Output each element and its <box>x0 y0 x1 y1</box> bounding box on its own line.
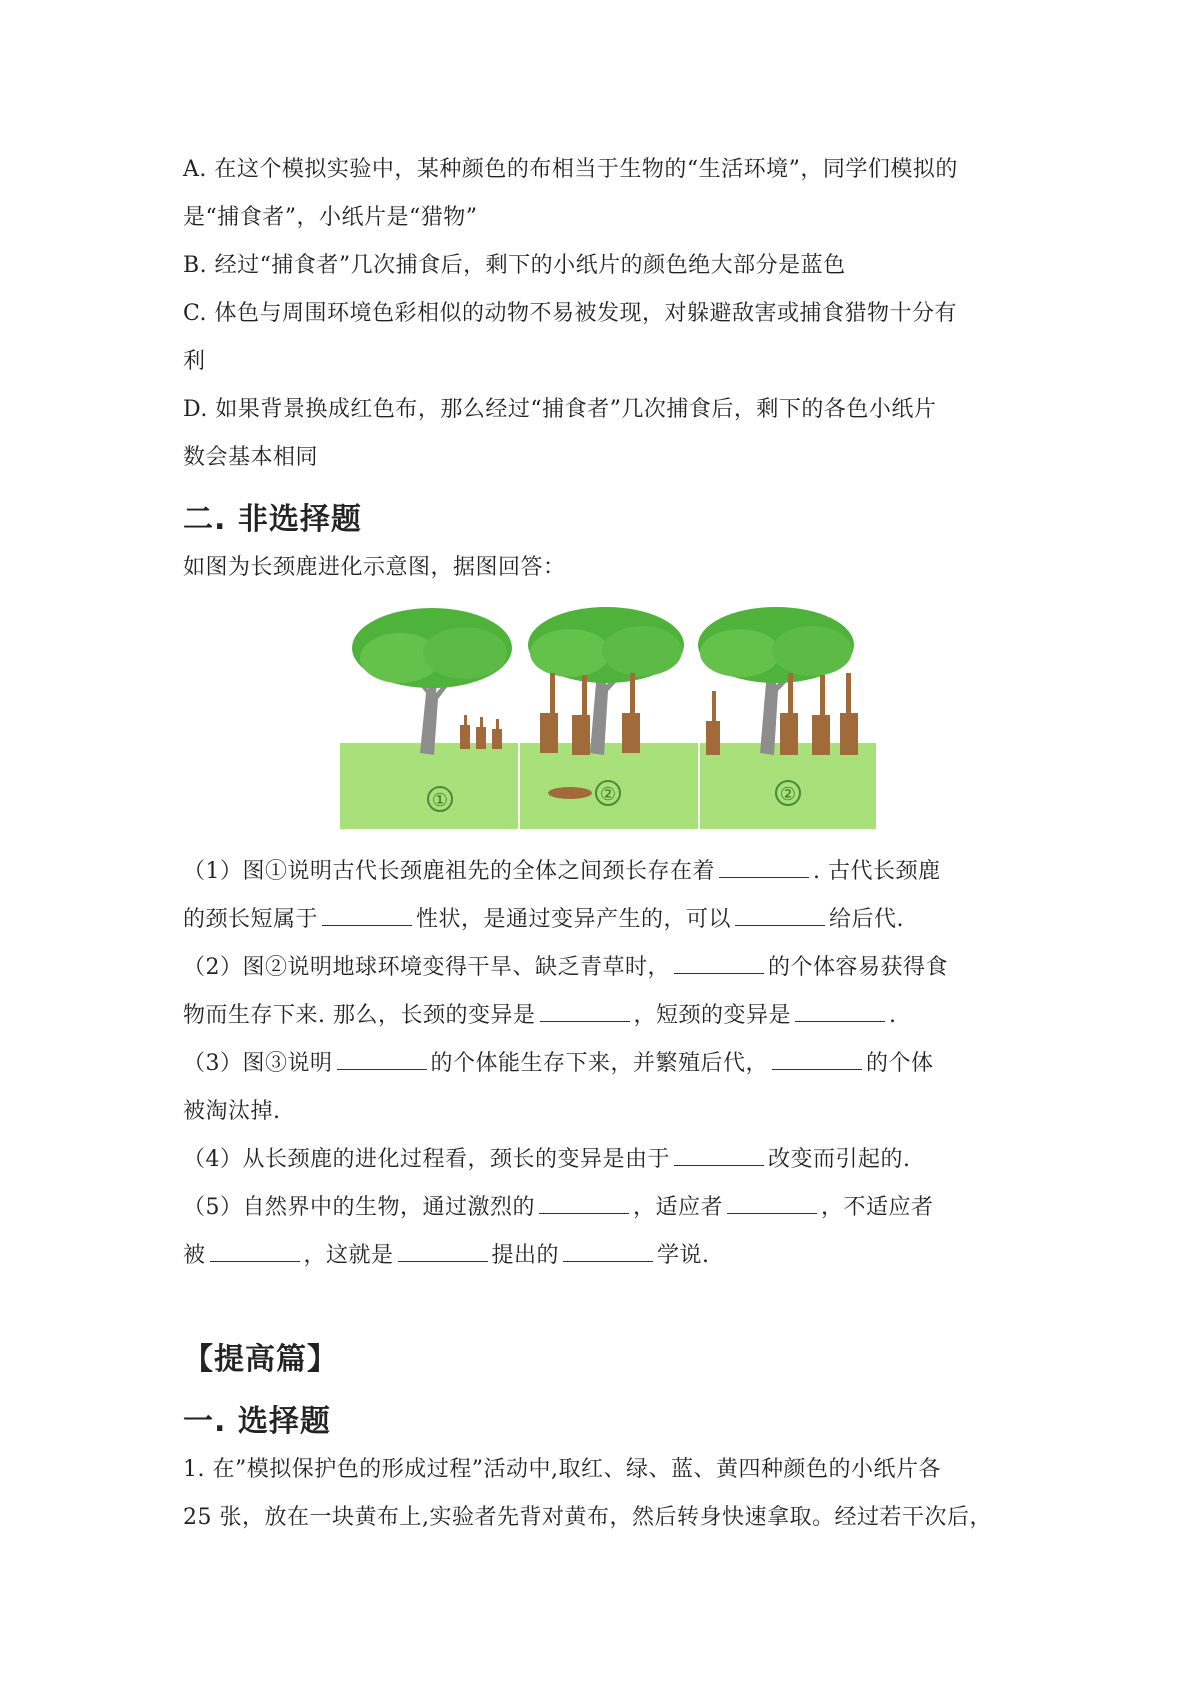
q1-text-c: 的颈长短属于 <box>183 907 319 932</box>
q5-text-f: 提出的 <box>491 1243 560 1268</box>
answer-blank[interactable] <box>772 1047 862 1070</box>
question-2-line1 <box>183 944 948 992</box>
q3-text-a: （3）图③说明 <box>183 1051 333 1076</box>
question-2-line2 <box>183 992 897 1040</box>
q3-text-c: 的个体 <box>866 1051 934 1076</box>
option-b: B. 经过“捕食者”几次捕食后，剩下的小纸片的颜色绝大部分是蓝色 <box>183 253 846 278</box>
answer-blank[interactable] <box>398 1239 488 1262</box>
panel-1-label: ① <box>431 790 449 811</box>
question-3-line2: 被淘汰掉. <box>183 1099 281 1124</box>
q1-text-e: 给后代. <box>829 907 905 932</box>
q4-text-a: （4）从长颈鹿的进化过程看，颈长的变异是由于 <box>183 1147 670 1172</box>
q5-text-g: 学说. <box>657 1243 710 1268</box>
question-4 <box>183 1136 911 1184</box>
section-heading-nonchoice: 二. 非选择题 <box>183 502 362 537</box>
question-1-line1 <box>183 848 941 896</box>
q5-text-a: （5）自然界中的生物，通过激烈的 <box>183 1195 535 1220</box>
section-intro: 如图为长颈鹿进化示意图，据图回答： <box>183 555 566 580</box>
answer-blank[interactable] <box>210 1239 300 1262</box>
q3-text-b: 的个体能生存下来，并繁殖后代， <box>430 1051 769 1076</box>
q1-text-b: . 古代长颈鹿 <box>813 859 941 884</box>
q2-text-a: （2）图②说明地球环境变得干旱、缺乏青草时， <box>183 955 670 980</box>
option-d-line1: D. 如果背景换成红色布，那么经过“捕食者”几次捕食后，剩下的各色小纸片 <box>183 397 937 422</box>
answer-blank[interactable] <box>539 1191 629 1214</box>
answer-blank[interactable] <box>719 855 809 878</box>
question-1-line2 <box>183 896 904 944</box>
answer-blank[interactable] <box>795 999 885 1022</box>
answer-blank[interactable] <box>674 1143 764 1166</box>
advanced-heading: 一. 选择题 <box>183 1404 331 1439</box>
answer-blank[interactable] <box>563 1239 653 1262</box>
answer-blank[interactable] <box>727 1191 817 1214</box>
answer-blank[interactable] <box>322 903 412 926</box>
answer-blank[interactable] <box>735 903 825 926</box>
answer-blank[interactable] <box>540 999 630 1022</box>
q5-text-b: ，适应者 <box>633 1195 724 1220</box>
option-c-line1: C. 体色与周围环境色彩相似的动物不易被发现，对躲避敌害或捕食猎物十分有 <box>183 301 958 326</box>
option-a-line1: A. 在这个模拟实验中，某种颜色的布相当于生物的“生活环境”，同学们模拟的 <box>183 157 958 182</box>
q1-text-d: 性状，是通过变异产生的，可以 <box>416 907 732 932</box>
panel-2-label: ② <box>599 784 617 805</box>
question-5-line1 <box>183 1184 934 1232</box>
panel-3-label: ② <box>779 784 797 805</box>
option-c-line2: 利 <box>183 349 206 374</box>
answer-blank[interactable] <box>674 951 764 974</box>
q2-text-e: . <box>889 1003 897 1028</box>
answer-blank[interactable] <box>337 1047 427 1070</box>
q1-text-a: （1）图①说明古代长颈鹿祖先的全体之间颈长存在着 <box>183 859 715 884</box>
q5-text-c: ，不适应者 <box>821 1195 934 1220</box>
q2-text-b: 的个体容易获得食 <box>768 955 949 980</box>
advanced-q1-line1: 1. 在”模拟保护色的形成过程”活动中,取红、绿、蓝、黄四种颜色的小纸片各 <box>183 1457 941 1482</box>
question-3-line1 <box>183 1040 934 1088</box>
advanced-title: 【提高篇】 <box>183 1342 338 1377</box>
q5-text-e: ，这就是 <box>303 1243 394 1268</box>
giraffe-evolution-figure <box>340 603 876 829</box>
question-5-line2 <box>183 1232 710 1280</box>
q5-text-d: 被 <box>183 1243 206 1268</box>
advanced-q1-line2: 25 张，放在一块黄布上,实验者先背对黄布，然后转身快速拿取。经过若干次后， <box>183 1505 992 1530</box>
option-d-line2: 数会基本相同 <box>183 445 319 470</box>
q2-text-c: 物而生存下来. 那么，长颈的变异是 <box>183 1003 536 1028</box>
q2-text-d: ，短颈的变异是 <box>633 1003 792 1028</box>
q4-text-b: 改变而引起的. <box>768 1147 911 1172</box>
option-a-line2: 是“捕食者”，小纸片是“猎物” <box>183 205 478 230</box>
